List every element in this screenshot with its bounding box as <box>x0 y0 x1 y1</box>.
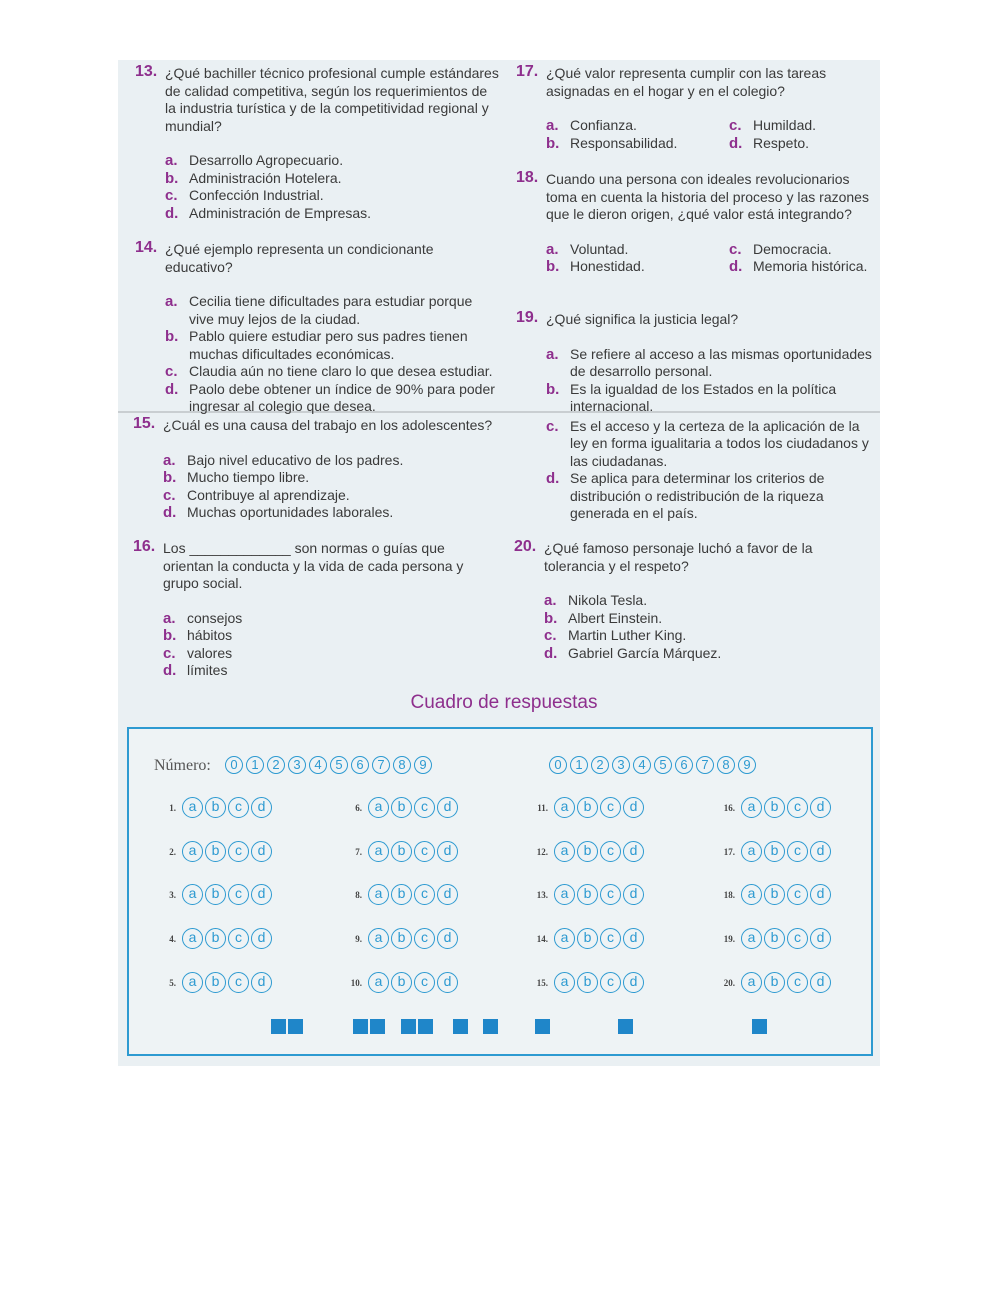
digit-bubble[interactable]: 3 <box>288 756 306 774</box>
answer-bubble-b[interactable]: b <box>764 928 785 949</box>
answer-bubble-d[interactable]: d <box>251 797 272 818</box>
digit-bubble[interactable]: 4 <box>309 756 327 774</box>
answer-row-number: 11. <box>537 802 548 813</box>
answer-bubble-b[interactable]: b <box>205 972 226 993</box>
digit-bubble[interactable]: 5 <box>654 756 672 774</box>
timing-marker <box>752 1019 767 1034</box>
answer-row <box>528 841 644 862</box>
answer-bubble-b[interactable]: b <box>764 884 785 905</box>
question-text: ¿Qué famoso personaje luchó a favor de la tolerancia y el respeto? <box>544 540 813 574</box>
timing-marker <box>288 1019 303 1034</box>
answer-row <box>156 884 272 905</box>
option-c: c. valores <box>163 644 233 662</box>
question-number: 13. <box>135 63 158 80</box>
answer-row-number: 4. <box>169 933 176 944</box>
answer-bubble-b[interactable]: b <box>764 797 785 818</box>
digit-bubble[interactable]: 9 <box>738 756 756 774</box>
answer-row-number: 5. <box>169 977 176 988</box>
digit-bubble[interactable]: 7 <box>372 756 390 774</box>
answer-row <box>156 928 272 949</box>
question-18 <box>516 171 876 276</box>
answer-row-number: 18. <box>723 889 735 900</box>
digit-bubble[interactable]: 6 <box>675 756 693 774</box>
question-17 <box>516 65 876 152</box>
answer-bubble-c[interactable]: c <box>600 928 621 949</box>
answer-row <box>715 928 831 949</box>
option-b: b. Responsabilidad. <box>546 134 678 152</box>
question-number: 17. <box>516 63 539 80</box>
option-d: d. Se aplica para determinar los criterios de distribución o redistribución de la riqueza generada en el país. <box>546 470 825 521</box>
timing-marker <box>401 1019 416 1034</box>
answer-bubble-a[interactable]: a <box>182 841 203 862</box>
answer-bubble-a[interactable]: a <box>368 841 389 862</box>
answer-row-number: 2. <box>169 846 176 857</box>
option-b: b. Albert Einstein. <box>544 609 663 627</box>
timing-marker <box>418 1019 433 1034</box>
timing-marker <box>483 1019 498 1034</box>
answer-bubble-b[interactable]: b <box>577 928 598 949</box>
answer-bubble-a[interactable]: a <box>741 797 762 818</box>
digit-bubble[interactable]: 2 <box>591 756 609 774</box>
option-a: a. Se refiere al acceso a las mismas oportunidades de desarrollo personal. <box>546 345 872 379</box>
answer-bubble-b[interactable]: b <box>391 884 412 905</box>
answer-bubble-d[interactable]: d <box>623 841 644 862</box>
digit-bubble[interactable]: 4 <box>633 756 651 774</box>
answer-bubble-a[interactable]: a <box>368 928 389 949</box>
question-number: 20. <box>514 538 537 555</box>
digit-bubble[interactable]: 3 <box>612 756 630 774</box>
answer-bubble-d[interactable]: d <box>437 797 458 818</box>
answer-bubble-b[interactable]: b <box>577 841 598 862</box>
option-a: a. Bajo nivel educativo de los padres. <box>163 451 404 469</box>
answer-bubble-c[interactable]: c <box>787 972 808 993</box>
question-text: ¿Qué bachiller técnico profesional cumple estándares de calidad competitiva, según los requerimientos de la industria turística y de la competitividad regional y mundial? <box>165 65 499 134</box>
answer-bubble-d[interactable]: d <box>810 797 831 818</box>
answer-bubble-c[interactable]: c <box>228 797 249 818</box>
answer-bubble-a[interactable]: a <box>182 972 203 993</box>
question-number: 19. <box>516 309 539 326</box>
answer-bubble-c[interactable]: c <box>228 841 249 862</box>
answer-row-number: 20. <box>723 977 735 988</box>
option-b: b. Mucho tiempo libre. <box>163 469 310 486</box>
answer-bubble-a[interactable]: a <box>182 884 203 905</box>
question-text: Los _____________ son normas o guías que orientan la conducta y la vida de cada persona y grupo social. <box>163 540 464 591</box>
option-b: b. Honestidad. <box>546 258 645 275</box>
answer-row <box>715 972 831 993</box>
answer-bubble-d[interactable]: d <box>810 884 831 905</box>
question-14 <box>135 241 495 416</box>
answer-bubble-c[interactable]: c <box>787 797 808 818</box>
answer-bubble-b[interactable]: b <box>577 972 598 993</box>
answer-row <box>156 797 272 818</box>
option-c: c. Es el acceso y la certeza de la aplicación de la ley en forma igualitaria a todos los ciudadanos y las ciudadanas. <box>546 417 869 469</box>
option-b: b. Administración Hotelera. <box>165 169 342 187</box>
option-c: c. Contribuye al aprendizaje. <box>163 486 350 504</box>
answer-bubble-c[interactable]: c <box>787 928 808 949</box>
answer-bubble-a[interactable]: a <box>741 928 762 949</box>
question-number: 18. <box>516 169 539 186</box>
answer-bubble-d[interactable]: d <box>437 841 458 862</box>
answer-row-number: 19. <box>723 933 735 944</box>
option-d: d. Muchas oportunidades laborales. <box>163 504 394 521</box>
answer-bubble-d[interactable]: d <box>437 928 458 949</box>
answer-bubble-a[interactable]: a <box>368 884 389 905</box>
option-a: a. Confianza. <box>546 117 637 134</box>
answer-bubble-d[interactable]: d <box>437 884 458 905</box>
answer-row <box>156 841 272 862</box>
question-13 <box>135 65 500 222</box>
answer-row-number: 7. <box>355 846 362 857</box>
answer-row-number: 16. <box>723 802 735 813</box>
answer-bubble-b[interactable]: b <box>205 797 226 818</box>
question-number: 16. <box>133 538 156 555</box>
answer-row <box>715 841 831 862</box>
answer-bubble-d[interactable]: d <box>251 972 272 993</box>
answer-row-number: 6. <box>355 802 362 813</box>
answer-bubble-c[interactable]: c <box>787 884 808 905</box>
answer-bubble-d[interactable]: d <box>623 797 644 818</box>
answer-row <box>342 928 458 949</box>
answer-bubble-b[interactable]: b <box>764 972 785 993</box>
question-text: Cuando una persona con ideales revolucionarios toma en cuenta la historia del proceso y las razones que le dieron origen, ¿qué valor está integrando? <box>546 171 869 222</box>
answer-row-number: 1. <box>169 802 176 813</box>
answer-sheet-title: Cuadro de respuestas <box>410 692 598 713</box>
question-number: 15. <box>133 415 156 432</box>
timing-marker <box>370 1019 385 1034</box>
answer-row-number: 8. <box>355 889 362 900</box>
answer-row-number: 17. <box>723 846 735 857</box>
answer-bubble-a[interactable]: a <box>554 972 575 993</box>
answer-bubble-c[interactable]: c <box>414 972 435 993</box>
digit-bubble[interactable]: 8 <box>393 756 411 774</box>
answer-bubble-c[interactable]: c <box>787 841 808 862</box>
answer-bubble-c[interactable]: c <box>414 797 435 818</box>
timing-marker <box>453 1019 468 1034</box>
answer-bubble-b[interactable]: b <box>391 797 412 818</box>
answer-bubble-d[interactable]: d <box>623 884 644 905</box>
answer-bubble-c[interactable]: c <box>414 884 435 905</box>
option-b: b. hábitos <box>163 627 233 644</box>
digit-bubble[interactable]: 1 <box>246 756 264 774</box>
question-15 <box>133 417 498 522</box>
answer-row <box>528 884 644 905</box>
answer-bubble-d[interactable]: d <box>251 841 272 862</box>
option-b: b. Pablo quiere estudiar pero sus padres tienen muchas dificultades económicas. <box>165 328 468 362</box>
timing-marker <box>353 1019 368 1034</box>
question-text: ¿Qué ejemplo representa un condicionante educativo? <box>165 241 434 275</box>
answer-bubble-a[interactable]: a <box>368 972 389 993</box>
answer-bubble-b[interactable]: b <box>205 841 226 862</box>
answer-bubble-a[interactable]: a <box>554 797 575 818</box>
answer-row <box>528 928 644 949</box>
option-d: d. límites <box>163 662 228 679</box>
answer-bubble-a[interactable]: a <box>368 797 389 818</box>
answer-bubble-b[interactable]: b <box>391 928 412 949</box>
answer-bubble-b[interactable]: b <box>577 884 598 905</box>
answer-bubble-d[interactable]: d <box>810 972 831 993</box>
answer-bubble-c[interactable]: c <box>414 928 435 949</box>
digit-bubble[interactable]: 6 <box>351 756 369 774</box>
answer-bubble-b[interactable]: b <box>391 841 412 862</box>
timing-marker <box>271 1019 286 1034</box>
option-a: a. Voluntad. <box>546 240 629 258</box>
answer-bubble-b[interactable]: b <box>391 972 412 993</box>
option-d: d. Paolo debe obtener un índice de 90% para poder ingresar al colegio que desea. <box>165 380 495 414</box>
answer-bubble-a[interactable]: a <box>741 972 762 993</box>
answer-row-number: 14. <box>536 933 548 944</box>
question-19 <box>516 311 876 523</box>
answer-row-number: 12. <box>536 846 548 857</box>
answer-bubble-c[interactable]: c <box>228 972 249 993</box>
answer-bubble-c[interactable]: c <box>600 972 621 993</box>
answer-bubble-a[interactable]: a <box>554 884 575 905</box>
answer-row-number: 13. <box>536 889 548 900</box>
number-label: Número: <box>154 757 211 774</box>
option-c: c. Martin Luther King. <box>544 627 687 644</box>
answer-bubble-a[interactable]: a <box>182 928 203 949</box>
digit-bubble[interactable]: 5 <box>330 756 348 774</box>
question-20 <box>514 540 876 662</box>
digit-bubble[interactable]: 8 <box>717 756 735 774</box>
digit-bubble[interactable]: 7 <box>696 756 714 774</box>
answer-row <box>156 972 272 993</box>
answer-bubble-a[interactable]: a <box>741 884 762 905</box>
option-d: d. Memoria histórica. <box>729 258 868 275</box>
answer-row <box>528 972 644 993</box>
option-d: d. Administración de Empresas. <box>165 204 372 222</box>
answer-bubble-d[interactable]: d <box>251 884 272 905</box>
answer-bubble-a[interactable]: a <box>741 841 762 862</box>
digit-bubble[interactable]: 0 <box>549 756 567 774</box>
answer-row <box>342 972 458 993</box>
answer-bubble-c[interactable]: c <box>414 841 435 862</box>
answer-bubble-b[interactable]: b <box>577 797 598 818</box>
digit-bubble[interactable]: 0 <box>225 756 243 774</box>
answer-row-number: 15. <box>536 977 548 988</box>
answer-row-number: 9. <box>355 933 362 944</box>
answer-bubble-b[interactable]: b <box>764 841 785 862</box>
answer-bubble-b[interactable]: b <box>205 928 226 949</box>
answer-bubble-a[interactable]: a <box>554 841 575 862</box>
answer-row <box>342 841 458 862</box>
number-digits-right <box>549 756 756 774</box>
option-d: d. Gabriel García Márquez. <box>544 644 722 662</box>
answer-bubble-c[interactable]: c <box>228 928 249 949</box>
option-c: c. Democracia. <box>729 240 832 258</box>
option-d: d. Respeto. <box>729 134 810 152</box>
answer-bubble-c[interactable]: c <box>600 797 621 818</box>
answer-row <box>528 797 644 818</box>
digit-bubble[interactable]: 1 <box>570 756 588 774</box>
answer-bubble-d[interactable]: d <box>437 972 458 993</box>
timing-marker <box>535 1019 550 1034</box>
answer-bubble-d[interactable]: d <box>810 841 831 862</box>
option-a: a. Nikola Tesla. <box>544 592 648 609</box>
answer-bubble-d[interactable]: d <box>623 928 644 949</box>
option-c: c. Confección Industrial. <box>165 187 324 204</box>
question-text: ¿Cuál es una causa del trabajo en los adolescentes? <box>163 417 493 433</box>
answer-bubble-d[interactable]: d <box>251 928 272 949</box>
digit-bubble[interactable]: 2 <box>267 756 285 774</box>
timing-marker <box>618 1019 633 1034</box>
answer-bubble-c[interactable]: c <box>228 884 249 905</box>
answer-bubble-c[interactable]: c <box>600 884 621 905</box>
answer-bubble-b[interactable]: b <box>205 884 226 905</box>
option-a: a. Cecilia tiene dificultades para estudiar porque vive muy lejos de la ciudad. <box>165 293 473 327</box>
answer-bubble-d[interactable]: d <box>623 972 644 993</box>
question-text: ¿Qué significa la justicia legal? <box>546 311 739 327</box>
answer-row <box>342 884 458 905</box>
option-c: c. Claudia aún no tiene claro lo que desea estudiar. <box>165 363 493 380</box>
answer-bubble-a[interactable]: a <box>554 928 575 949</box>
answer-row <box>715 884 831 905</box>
digit-bubble[interactable]: 9 <box>414 756 432 774</box>
answer-row-number: 3. <box>169 889 176 900</box>
question-number: 14. <box>135 239 158 256</box>
answer-row <box>342 797 458 818</box>
option-a: a. Desarrollo Agropecuario. <box>165 152 344 169</box>
answer-bubble-a[interactable]: a <box>182 797 203 818</box>
option-c: c. Humildad. <box>729 117 817 134</box>
option-b: b. Es la igualdad de los Estados en la política internacional. <box>546 380 837 414</box>
answer-row <box>715 797 831 818</box>
option-a: a. consejos <box>163 609 243 627</box>
answer-bubble-d[interactable]: d <box>810 928 831 949</box>
answer-bubble-c[interactable]: c <box>600 841 621 862</box>
question-16 <box>133 540 498 680</box>
question-text: ¿Qué valor representa cumplir con las tareas asignadas en el hogar y en el colegio? <box>546 65 827 99</box>
answer-row-number: 10. <box>350 977 362 988</box>
number-digits-left <box>225 756 432 774</box>
